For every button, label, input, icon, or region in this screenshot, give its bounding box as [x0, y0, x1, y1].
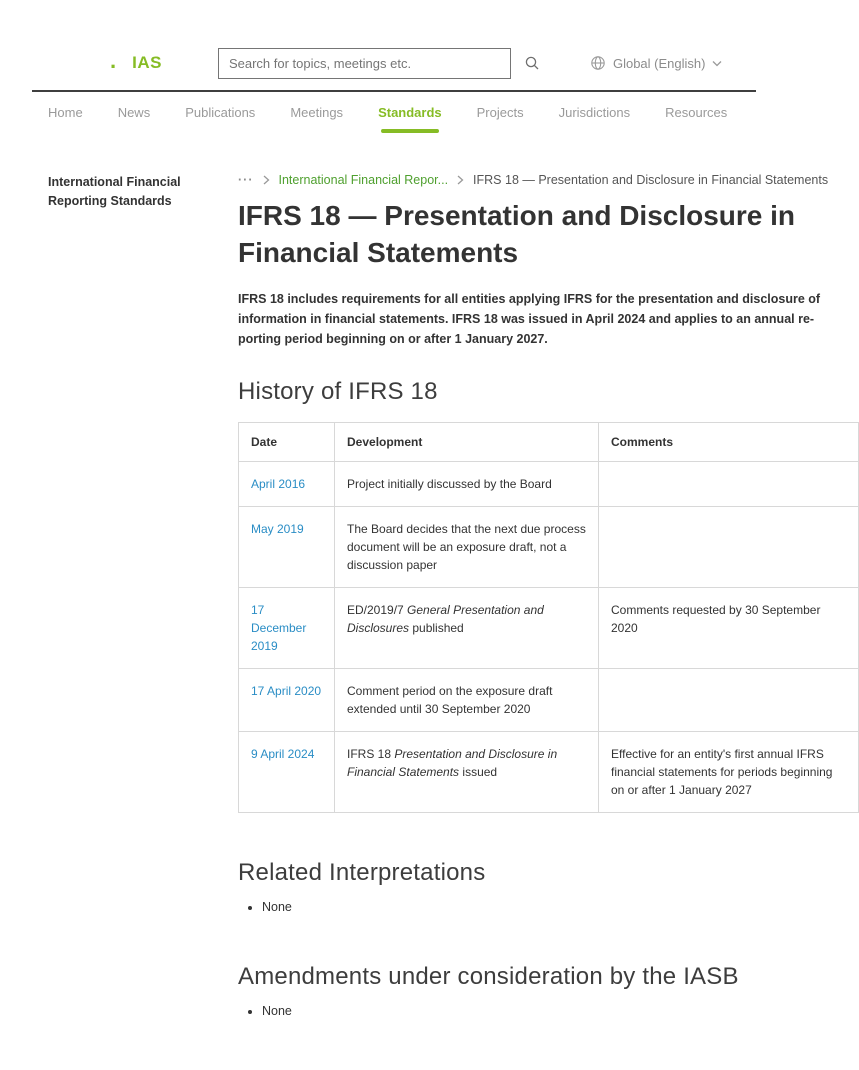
cell-text: published: [409, 620, 464, 635]
italic-title-text: General Presentation and Disclosures: [347, 602, 544, 635]
search-button[interactable]: [524, 55, 540, 71]
section-heading-0: Related Interpretations: [238, 858, 486, 886]
content-column: [238, 173, 858, 1021]
breadcrumb-collapsed[interactable]: ···: [238, 173, 254, 187]
history-col-comments: Comments: [599, 422, 859, 461]
table-header-row: [239, 422, 859, 461]
cell-text: Comments requested by 30 September 2020: [611, 602, 821, 635]
breadcrumb-link-ifrs[interactable]: International Financial Repor...: [278, 173, 449, 187]
cell-text: The Board decides that the next due process document will be an exposure draft, not a discussion paper: [347, 521, 586, 572]
history-date-link[interactable]: 17 April 2020: [251, 683, 322, 698]
development-cell: [335, 506, 599, 587]
nav-item-home[interactable]: Home: [48, 105, 83, 120]
table-row: [239, 587, 859, 668]
breadcrumb-current: IFRS 18 — Presentation and Disclosure in Financial Statements: [473, 173, 829, 187]
table-row: [239, 506, 859, 587]
cell-text: ED/2019/7: [347, 602, 408, 617]
italic-title-text: Presentation and Disclosure in Financial Statements: [347, 746, 558, 779]
intro-paragraph: IFRS 18 includes requirements for all entities applying IFRS for the presentation and disclosure of information in financial statements. IFRS 18 was issued in April 2024 and applies to an annual re- porting period beginning on or after 1 January 2027.: [238, 291, 821, 347]
sidebar-item-ifrs-standards[interactable]: International Financial Reporting Standards: [48, 175, 181, 209]
history-heading: History of IFRS 18: [238, 377, 438, 405]
page-title: IFRS 18 — Presentation and Disclosure in Financial Statements: [238, 200, 796, 268]
list-item: • None: [262, 897, 858, 917]
history-date-link[interactable]: April 2016: [251, 476, 306, 491]
top-bar: [0, 46, 768, 80]
main-nav: [0, 105, 768, 135]
development-cell: [335, 461, 599, 506]
date-cell: [239, 461, 335, 506]
comments-cell: [599, 461, 859, 506]
list-item: • None: [262, 1001, 858, 1021]
cell-text: Comment period on the exposure draft extended until 30 September 2020: [347, 683, 553, 716]
history-col-development: Development: [335, 422, 599, 461]
header-divider: [32, 90, 756, 92]
nav-item-publications[interactable]: Publications: [185, 105, 256, 120]
table-row: [239, 668, 859, 731]
comments-cell: [599, 731, 859, 812]
comments-cell: [599, 668, 859, 731]
cell-text: Effective for an entity's first annual IFRS financial statements for periods beginning on or after 1 January 2027: [611, 746, 833, 797]
comments-cell: [599, 587, 859, 668]
extra-sections: [238, 859, 858, 1021]
site-logo[interactable]: [110, 48, 162, 73]
table-row: [239, 461, 859, 506]
cell-text: IFRS 18: [347, 746, 395, 761]
cell-text: issued: [459, 764, 498, 779]
date-cell: [239, 506, 335, 587]
locale-switcher[interactable]: [590, 55, 723, 71]
chevron-right-icon: [457, 175, 464, 185]
cell-text: Project initially discussed by the Board: [347, 476, 552, 491]
development-cell: [335, 731, 599, 812]
history-date-link[interactable]: May 2019: [251, 521, 304, 536]
date-cell: [239, 731, 335, 812]
globe-icon: [590, 55, 606, 71]
nav-item-news[interactable]: News: [117, 105, 151, 120]
nav-item-meetings[interactable]: Meetings: [290, 105, 344, 120]
nav-item-resources[interactable]: Resources: [665, 105, 728, 120]
table-row: [239, 731, 859, 812]
locale-label: Global (English): [612, 55, 706, 71]
development-cell: [335, 587, 599, 668]
history-date-link[interactable]: 17 December 2019: [251, 602, 307, 653]
sidebar: [48, 173, 200, 212]
section-heading-1: Amendments under consideration by the IASB: [238, 962, 739, 990]
comments-cell: [599, 506, 859, 587]
search-input[interactable]: [218, 48, 511, 79]
section-list: [262, 1001, 858, 1021]
nav-item-jurisdictions[interactable]: Jurisdictions: [558, 105, 631, 120]
history-col-date: Date: [239, 422, 335, 461]
history-table: [238, 422, 859, 813]
date-cell: [239, 587, 335, 668]
main-area: [0, 173, 833, 1021]
chevron-right-icon: [263, 175, 270, 185]
development-cell: [335, 668, 599, 731]
section-list: [262, 897, 858, 917]
active-nav-underline: [381, 129, 439, 133]
nav-item-projects[interactable]: Projects: [476, 105, 524, 120]
logo-text: IAS: [132, 53, 162, 72]
nav-item-standards[interactable]: Standards: [378, 105, 442, 135]
chevron-down-icon: [712, 60, 722, 67]
breadcrumb: [238, 173, 858, 187]
history-date-link[interactable]: 9 April 2024: [251, 746, 315, 761]
search-icon: [524, 55, 540, 71]
logo-dot: .: [110, 48, 117, 73]
date-cell: [239, 668, 335, 731]
